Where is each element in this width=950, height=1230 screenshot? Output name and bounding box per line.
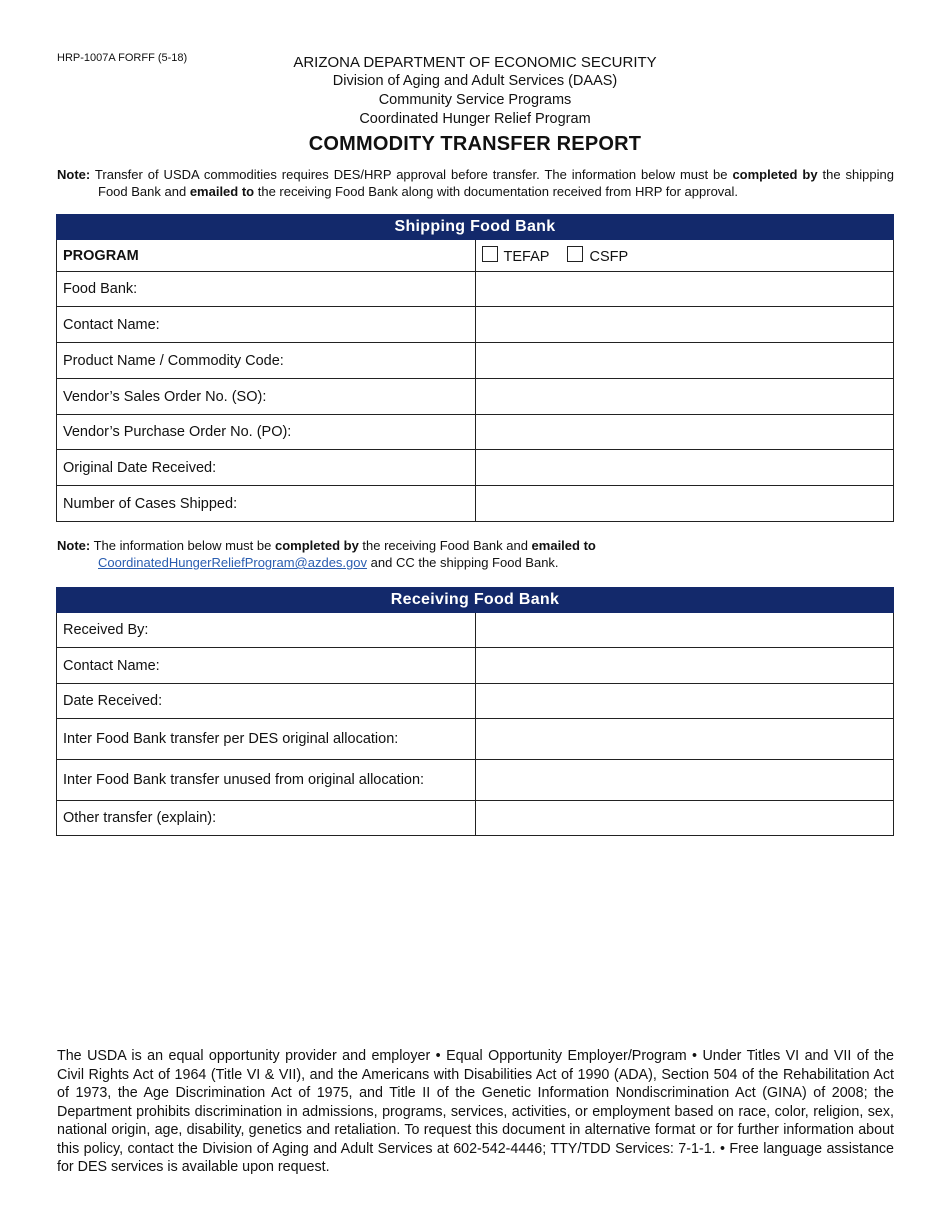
original-date-label: Original Date Received:	[57, 450, 476, 486]
contact-name-label: Contact Name:	[57, 307, 476, 343]
document-header	[0, 53, 950, 129]
original-date-field[interactable]	[475, 450, 894, 486]
cases-shipped-label: Number of Cases Shipped:	[57, 486, 476, 522]
email-link[interactable]: CoordinatedHungerReliefProgram@azdes.gov	[98, 555, 368, 570]
csfp-option[interactable]	[567, 246, 628, 265]
program-options	[475, 240, 894, 272]
division-name: Division of Aging and Adult Services (DAAS)	[332, 73, 618, 89]
form-code: HRP-1007A FORFF (5-18)	[57, 52, 188, 64]
purchase-order-field[interactable]	[475, 415, 894, 450]
tefap-option[interactable]	[482, 246, 550, 265]
table-row	[57, 272, 894, 307]
product-name-field[interactable]	[475, 343, 894, 379]
transfer-per-allocation-field[interactable]	[475, 719, 894, 760]
date-received-field[interactable]	[475, 684, 894, 719]
note-bold: completed by	[732, 167, 818, 182]
sales-order-field[interactable]	[475, 379, 894, 415]
nondiscrimination-statement: The USDA is an equal opportunity provider and employer • Equal Opportunity Employer/Program • Under Titles VI and VII of the Civil Rights Act of 1964 (Title VI & VII), and the Americans with Disabilities Act of 1990 (ADA), Section 504 of the Rehabilitation Act of 1973, the Age Discrimination Act of 1975, and Title II of the Genetic Information Nondiscrimination Act (GINA) of 2008; the Department prohibits discrimination in admissions, programs, services, activities, or employment based on race, color, religion, sex, national origin, age, disability, genetics and retaliation. To request this document in alternative format or for further information about this policy, contact the Division of Aging and Adult Services at 602-542-4446; TTY/TDD Services: 7-1-1. • Free language assistance for DES services is available upon request.	[57, 1048, 894, 1175]
table-row	[57, 379, 894, 415]
receiving-section-heading: Receiving Food Bank	[57, 588, 894, 613]
table-row	[57, 760, 894, 801]
note-text: Transfer of USDA commodities requires DES/HRP approval before transfer. The information below must be	[94, 167, 728, 182]
note-bold: completed by	[275, 538, 359, 553]
program-name: Coordinated Hunger Relief Program	[359, 111, 591, 127]
program-row	[57, 240, 894, 272]
csfp-label: CSFP	[589, 249, 629, 265]
received-by-label: Received By:	[57, 613, 476, 648]
note-bold: emailed to	[531, 538, 596, 553]
contact-name-field[interactable]	[475, 648, 894, 684]
table-row	[57, 801, 894, 836]
tefap-checkbox[interactable]	[482, 246, 498, 262]
shipping-note	[57, 166, 894, 200]
purchase-order-label: Vendor’s Purchase Order No. (PO):	[57, 415, 476, 450]
transfer-per-allocation-label: Inter Food Bank transfer per DES original allocation:	[57, 719, 476, 760]
transfer-unused-label: Inter Food Bank transfer unused from original allocation:	[57, 760, 476, 801]
agency-name: ARIZONA DEPARTMENT OF ECONOMIC SECURITY	[293, 54, 657, 71]
contact-name-label: Contact Name:	[57, 648, 476, 684]
receiving-note	[57, 537, 894, 571]
table-row	[57, 719, 894, 760]
receiving-food-bank-table	[56, 587, 894, 836]
table-row	[57, 648, 894, 684]
tefap-label: TEFAP	[503, 249, 550, 265]
sales-order-label: Vendor’s Sales Order No. (SO):	[57, 379, 476, 415]
note-label: Note:	[57, 538, 91, 553]
table-row	[57, 486, 894, 522]
page-title: COMMODITY TRANSFER REPORT	[308, 133, 642, 155]
note-text: the shipping Food Bank and	[98, 167, 894, 199]
contact-name-field[interactable]	[475, 307, 894, 343]
note-label: Note:	[57, 167, 91, 182]
table-row	[57, 343, 894, 379]
food-bank-label: Food Bank:	[57, 272, 476, 307]
product-name-label: Product Name / Commodity Code:	[57, 343, 476, 379]
transfer-unused-field[interactable]	[475, 760, 894, 801]
table-row	[57, 450, 894, 486]
table-row	[57, 307, 894, 343]
note-bold: emailed to	[189, 184, 255, 199]
food-bank-field[interactable]	[475, 272, 894, 307]
received-by-field[interactable]	[475, 613, 894, 648]
note-text: The information below must be	[93, 538, 272, 553]
other-transfer-label: Other transfer (explain):	[57, 801, 476, 836]
note-text: the receiving Food Bank along with documentation received from HRP for approval.	[257, 184, 739, 199]
other-transfer-field[interactable]	[475, 801, 894, 836]
note-text: the receiving Food Bank and	[362, 538, 528, 553]
csfp-checkbox[interactable]	[567, 246, 583, 262]
shipping-food-bank-table	[56, 214, 894, 522]
shipping-section-heading: Shipping Food Bank	[57, 215, 894, 240]
table-row	[57, 613, 894, 648]
table-row	[57, 415, 894, 450]
unit-name: Community Service Programs	[378, 92, 572, 108]
cases-shipped-field[interactable]	[475, 486, 894, 522]
table-row	[57, 684, 894, 719]
date-received-label: Date Received:	[57, 684, 476, 719]
note-text: and CC the shipping Food Bank.	[370, 555, 559, 570]
program-label: PROGRAM	[57, 240, 476, 272]
